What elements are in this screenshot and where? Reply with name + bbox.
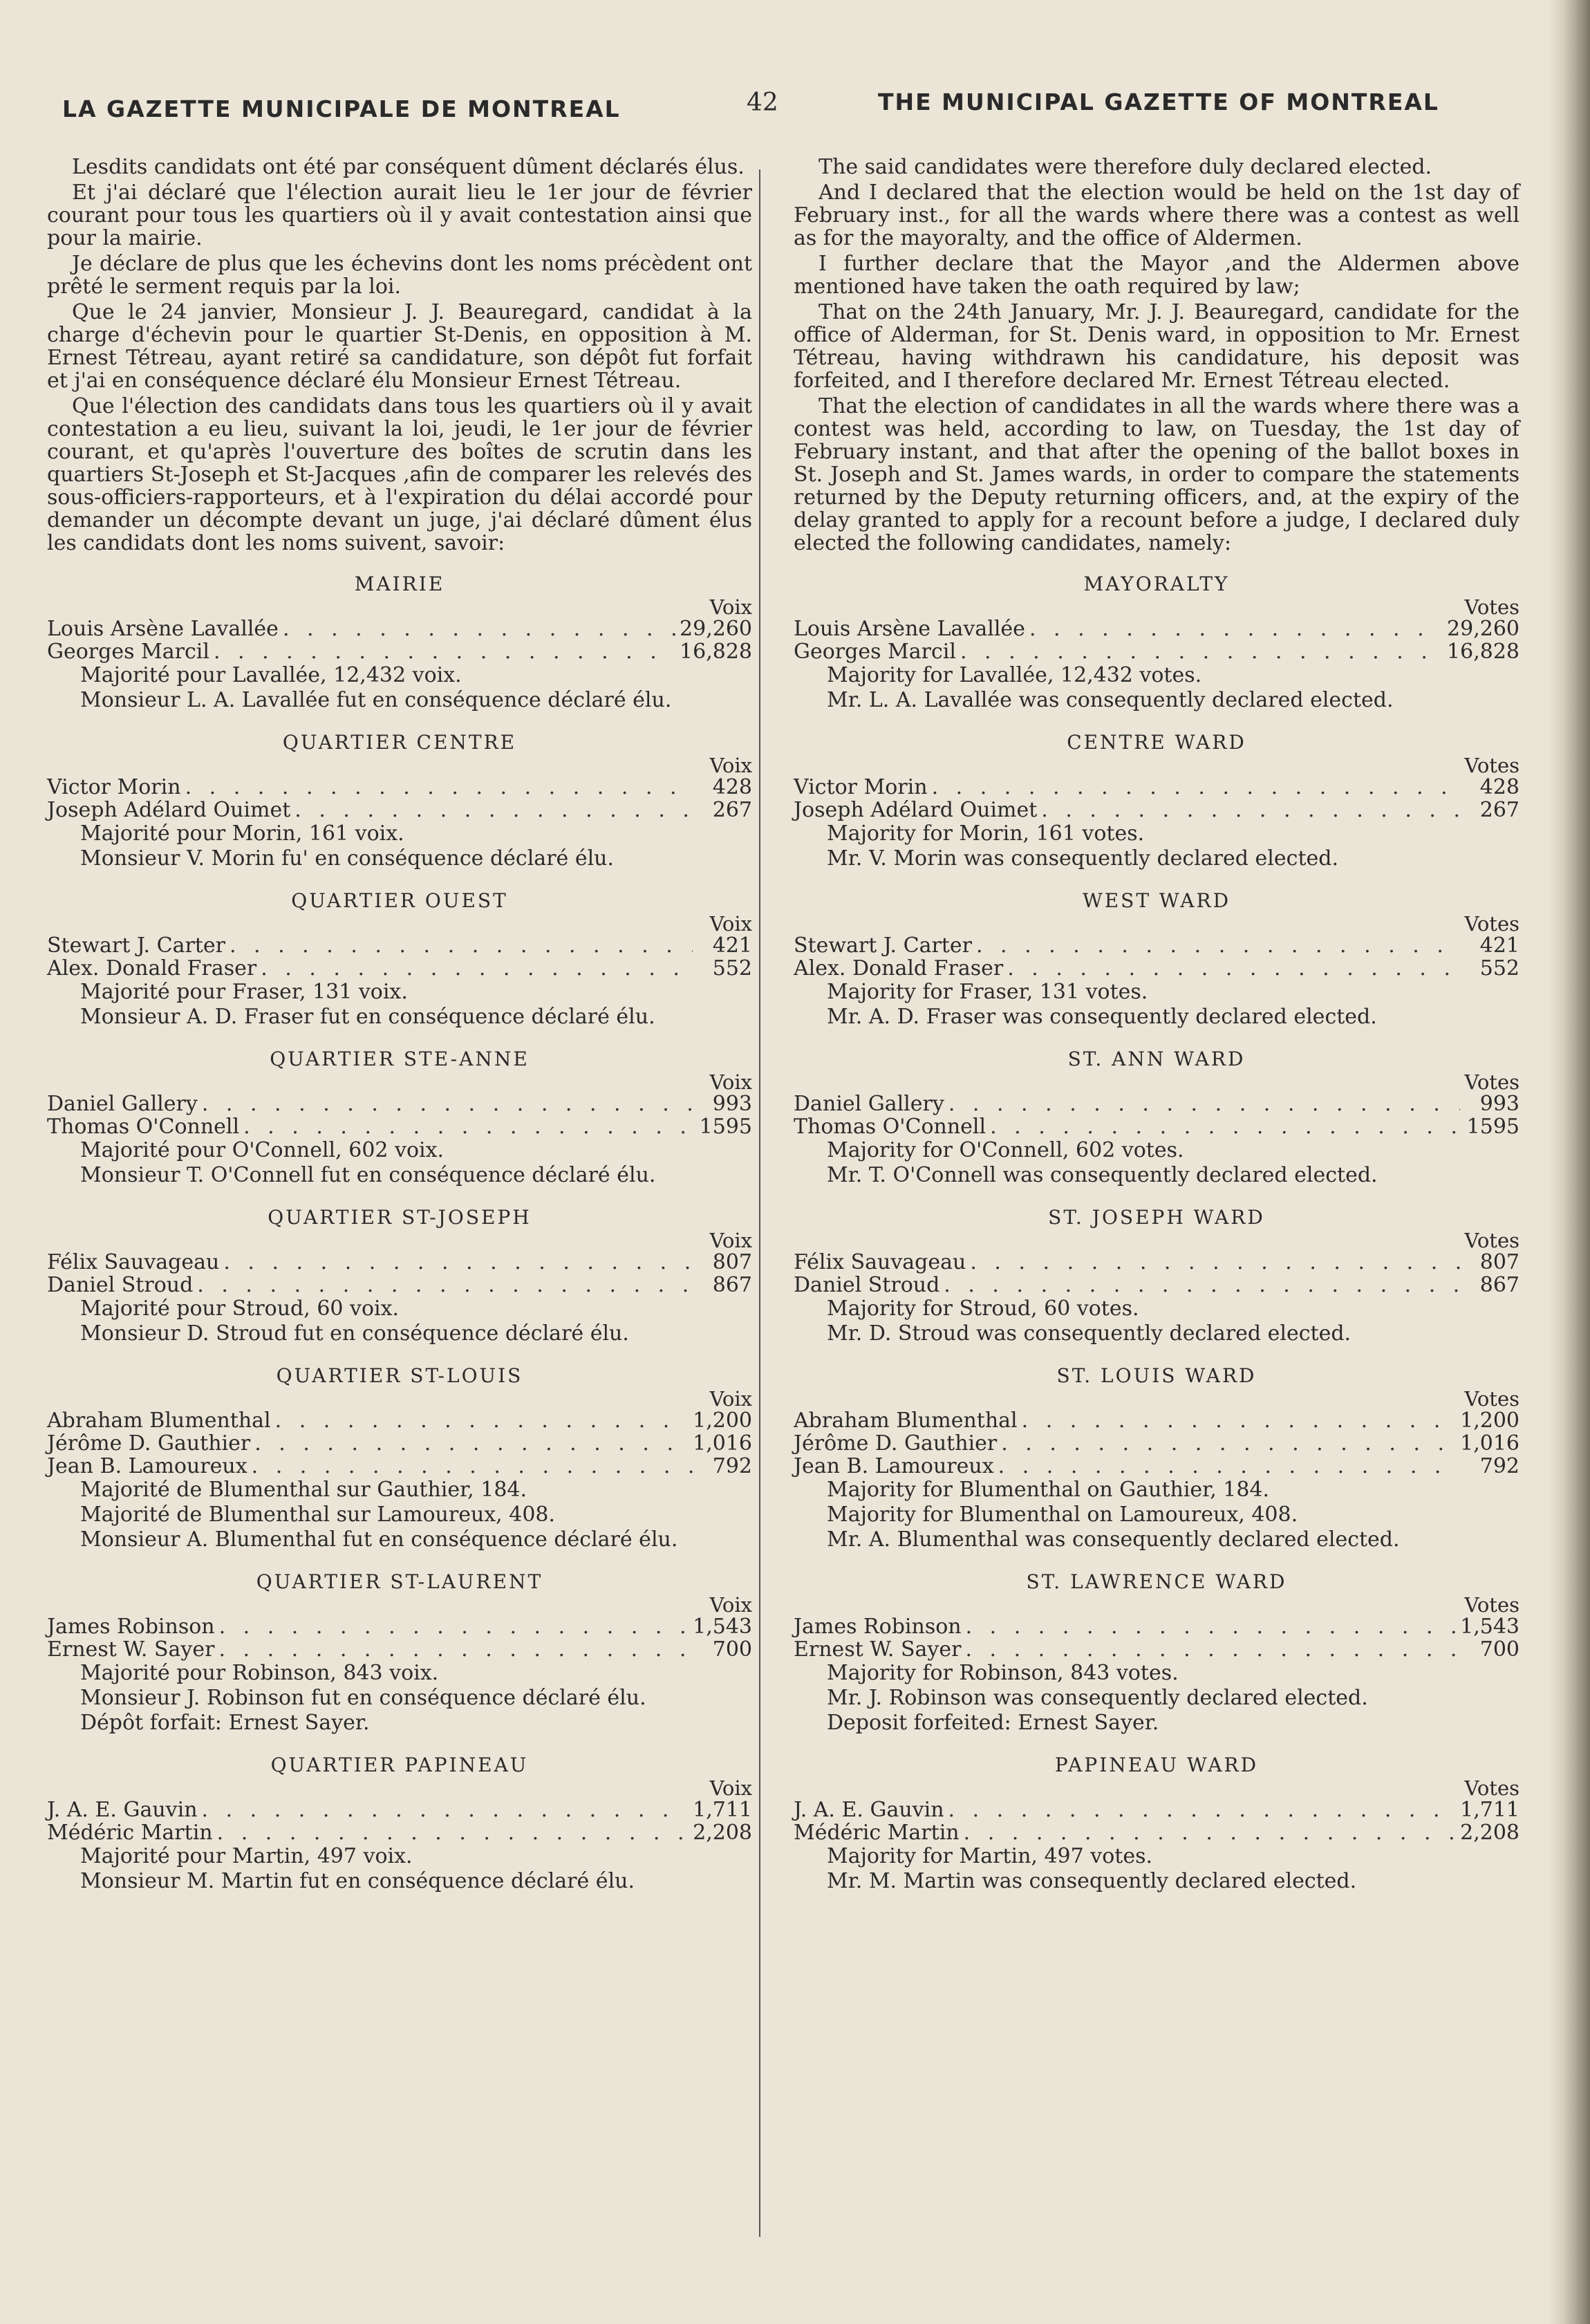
french-column [47,156,752,1894]
result-note: Majorité pour Fraser, 131 voix. [80,980,408,1004]
candidate-row [47,1821,752,1844]
election-section [47,1048,752,1188]
dot-leader [965,1638,1460,1661]
dot-leader [990,1115,1460,1138]
candidate-name: Joseph Adélard Ouimet [47,798,291,822]
candidate-name: Abraham Blumenthal [47,1409,271,1433]
header-english-title: THE MUNICIPAL GAZETTE OF MONTREAL [878,89,1439,115]
candidate-votes: 700 [712,1637,752,1662]
header-french-title: LA GAZETTE MUNICIPALE DE MONTREAL [62,95,621,122]
result-note: Monsieur V. Morin fu' en conséquence déclaré élu. [80,846,615,871]
candidate-row [47,1798,752,1821]
candidate-votes: 552 [712,956,752,980]
candidate-row [47,1455,752,1478]
section-title: ST. LOUIS WARD [1056,1364,1257,1387]
candidate-name: Abraham Blumenthal [794,1409,1018,1433]
candidate-name: Thomas O'Connell [794,1115,986,1139]
candidate-name: Daniel Stroud [47,1273,194,1297]
candidate-name: Jean B. Lamoureux [47,1454,247,1478]
candidate-name: James Robinson [794,1615,962,1639]
dot-leader [1041,799,1460,821]
candidate-votes: 1,711 [693,1798,752,1822]
candidate-row [794,1638,1519,1661]
candidate-name: Joseph Adélard Ouimet [794,798,1038,822]
section-title: ST. LAWRENCE WARD [1026,1570,1287,1593]
intro-paragraph: Que le 24 janvier, Monsieur J. J. Beauregard, candidat à la charge d'échevin pour le quartier St-Denis, en opposition à M. Ernest Tétreau, ayant retiré sa candidature, son dépôt fut forfait et j'ai en conséquence déclaré élu Monsieur Ernest Tétreau. [47,300,752,393]
candidate-row [47,1409,752,1432]
votes-column-header: Voix [709,1776,752,1800]
candidate-row [47,799,752,821]
result-note: Majorité pour O'Connell, 602 voix. [80,1138,445,1162]
candidate-votes: 29,260 [1447,617,1519,641]
candidate-row [47,1615,752,1638]
candidate-votes: 1595 [1466,1115,1519,1139]
candidate-name: Stewart J. Carter [794,933,972,958]
result-note: Majorité pour Stroud, 60 voix. [80,1296,400,1321]
candidate-votes: 807 [1479,1250,1519,1274]
candidate-name: J. A. E. Gauvin [47,1798,198,1822]
section-title: QUARTIER OUEST [291,889,508,912]
votes-column-header: Voix [709,595,752,619]
result-note: Majority for Martin, 497 votes. [827,1844,1153,1868]
result-note: Majority for O'Connell, 602 votes. [827,1138,1184,1162]
candidate-votes: 428 [1479,775,1519,799]
candidate-name: James Robinson [47,1615,215,1639]
election-section [794,1754,1519,1894]
votes-column-header: Votes [1464,1229,1519,1252]
dot-leader [960,640,1443,663]
result-note: Majority for Robinson, 843 votes. [827,1661,1179,1685]
dot-leader [294,799,693,821]
result-note: Majorité pour Martin, 497 voix. [80,1844,413,1868]
dot-leader [948,1093,1460,1115]
section-title: QUARTIER ST-LAURENT [256,1570,543,1593]
intro-paragraph: And I declared that the election would be held on the 1st day of February inst., for all the wards where there was a contest as well as for the mayoralty, and the office of Aldermen. [794,180,1519,250]
candidate-votes: 807 [712,1250,752,1274]
election-section [794,1206,1519,1346]
election-section [47,1754,752,1894]
candidate-row [47,1093,752,1115]
dot-leader [948,1798,1457,1821]
votes-column-header: Votes [1464,1593,1519,1617]
candidate-row [794,957,1519,980]
candidate-name: Médéric Martin [47,1821,213,1845]
result-note: Monsieur T. O'Connell fut en conséquence déclaré élu. [80,1163,656,1187]
section-title: QUARTIER CENTRE [282,731,517,754]
candidate-votes: 792 [1479,1454,1519,1478]
section-title: QUARTIER ST-JOSEPH [268,1206,532,1229]
intro-paragraph: That the election of candidates in all the wards where there was a contest was held, according to law, on Tuesday, the 1st day of February instant, and that after the opening of the ballot boxes in St. Joseph and St. James wards, in order to compare the statements returned by the Deputy returning officers, and, at the expiry of the delay granted to apply for a recount before a judge, I declared duly elected the following candidates, namely: [794,394,1519,555]
result-note: Mr. J. Robinson was consequently declared elected. [827,1686,1368,1710]
candidate-row [47,1115,752,1138]
candidate-name: Stewart J. Carter [47,933,225,958]
candidate-votes: 29,260 [680,617,752,641]
result-note: Majorité pour Robinson, 843 voix. [80,1661,439,1685]
intro-paragraph: I further declare that the Mayor ,and the Aldermen above mentioned have taken the oath required by law; [794,252,1519,299]
dot-leader [976,934,1460,957]
candidate-name: Victor Morin [47,775,181,799]
dot-leader [964,1821,1456,1844]
candidate-row [794,1274,1519,1296]
candidate-name: Georges Marcil [47,640,209,664]
candidate-votes: 993 [1479,1092,1519,1116]
dot-leader [261,957,693,980]
result-note: Majority for Blumenthal on Gauthier, 184. [827,1478,1270,1502]
result-note: Majorité pour Lavallée, 12,432 voix. [80,663,462,687]
section-title: ST. JOSEPH WARD [1048,1206,1265,1229]
election-section [47,731,752,871]
candidate-name: Thomas O'Connell [47,1115,240,1139]
section-title: QUARTIER ST-LOUIS [276,1364,523,1387]
candidate-votes: 267 [1479,798,1519,822]
votes-column-header: Voix [709,754,752,777]
candidate-name: Daniel Stroud [794,1273,940,1297]
page-number: 42 [747,89,778,117]
candidate-row [47,934,752,957]
candidate-row [794,934,1519,957]
result-note: Majority for Stroud, 60 votes. [827,1296,1139,1321]
candidate-name: Jérôme D. Gauthier [47,1431,251,1456]
dot-leader [197,1274,693,1296]
votes-column-header: Votes [1464,754,1519,777]
candidate-row [794,1821,1519,1844]
candidate-votes: 1,016 [1460,1431,1519,1456]
dot-leader [1022,1409,1456,1432]
candidate-votes: 2,208 [1460,1821,1519,1845]
candidate-row [794,799,1519,821]
dot-leader [275,1409,689,1432]
result-note: Majorité pour Morin, 161 voix. [80,821,404,846]
result-note: Mr. V. Morin was consequently declared elected. [827,846,1338,871]
page-header [55,89,1472,130]
result-note: Mr. T. O'Connell was consequently declared elected. [827,1163,1378,1187]
candidate-row [47,1274,752,1296]
result-note: Monsieur J. Robinson fut en conséquence déclaré élu. [80,1686,646,1710]
result-note: Monsieur D. Stroud fut en conséquence déclaré élu. [80,1321,629,1346]
candidate-votes: 1,016 [693,1431,752,1456]
candidate-name: Alex. Donald Fraser [794,956,1004,980]
candidate-votes: 16,828 [680,640,752,664]
election-section [47,1206,752,1346]
dot-leader [217,1821,689,1844]
section-title: MAIRIE [354,573,445,595]
result-note: Monsieur A. D. Fraser fut en conséquence déclaré élu. [80,1005,655,1029]
candidate-votes: 792 [712,1454,752,1478]
section-title: ST. ANN WARD [1067,1048,1246,1070]
candidate-row [794,1115,1519,1138]
candidate-name: Félix Sauvageau [794,1250,966,1274]
column-divider [759,169,760,2237]
candidate-name: Alex. Donald Fraser [47,956,257,980]
dot-leader [185,776,693,799]
candidate-row [794,1615,1519,1638]
votes-column-header: Voix [709,1593,752,1617]
dot-leader [1029,617,1443,640]
candidate-row [794,1251,1519,1274]
votes-column-header: Votes [1464,1070,1519,1094]
candidate-row [47,776,752,799]
votes-column-header: Voix [709,1070,752,1094]
votes-column-header: Votes [1464,912,1519,936]
candidate-name: Louis Arsène Lavallée [47,617,279,641]
election-section [794,1364,1519,1552]
candidate-name: Jérôme D. Gauthier [794,1431,998,1456]
dot-leader [243,1115,693,1138]
section-title: WEST WARD [1082,889,1231,912]
candidate-votes: 867 [1479,1273,1519,1297]
candidate-votes: 1,200 [1460,1409,1519,1433]
votes-column-header: Voix [709,912,752,936]
dot-leader [254,1432,689,1455]
dot-leader [966,1615,1457,1638]
candidate-row [794,1432,1519,1455]
candidate-votes: 1,543 [693,1615,752,1639]
election-section [794,731,1519,871]
result-note: Majorité de Blumenthal sur Gauthier, 184. [80,1478,527,1502]
section-title: PAPINEAU WARD [1054,1754,1259,1776]
candidate-row [47,640,752,663]
candidate-name: Ernest W. Sayer [794,1637,962,1662]
dot-leader [223,1251,693,1274]
dot-leader [283,617,675,640]
candidate-votes: 1,200 [693,1409,752,1433]
dot-leader [214,640,675,663]
candidate-row [47,1432,752,1455]
english-column [794,156,1519,1894]
result-note: Dépôt forfait: Ernest Sayer. [80,1711,370,1735]
result-note: Majority for Lavallée, 12,432 votes. [827,663,1202,687]
intro-paragraph: Et j'ai déclaré que l'élection aurait lieu le 1er jour de février courant pour tous les quartiers où il y avait contestation ainsi que pour la mairie. [47,180,752,250]
candidate-votes: 2,208 [693,1821,752,1845]
candidate-row [794,617,1519,640]
candidate-votes: 421 [1479,933,1519,958]
election-section [794,1570,1519,1736]
candidate-row [794,1093,1519,1115]
candidate-votes: 16,828 [1447,640,1519,664]
election-section [47,1570,752,1736]
votes-column-header: Voix [709,1387,752,1411]
election-section [794,1048,1519,1188]
result-note: Mr. A. Blumenthal was consequently declared elected. [827,1527,1400,1552]
intro-paragraph: Lesdits candidats ont été par conséquent dûment déclarés élus. [72,155,745,179]
dot-leader [219,1615,689,1638]
candidate-name: Daniel Gallery [47,1092,198,1116]
candidate-name: Jean B. Lamoureux [794,1454,994,1478]
dot-leader [230,934,693,957]
section-title: MAYORALTY [1083,573,1230,595]
candidate-name: Félix Sauvageau [47,1250,220,1274]
election-section [47,573,752,713]
result-note: Mr. D. Stroud was consequently declared elected. [827,1321,1352,1346]
candidate-row [47,1638,752,1661]
candidate-votes: 867 [712,1273,752,1297]
election-section [794,889,1519,1030]
dot-leader [252,1455,693,1478]
result-note: Mr. L. A. Lavallée was consequently declared elected. [827,688,1394,712]
candidate-row [794,1409,1519,1432]
candidate-name: Daniel Gallery [794,1092,944,1116]
candidate-row [47,617,752,640]
candidate-votes: 993 [712,1092,752,1116]
candidate-name: Georges Marcil [794,640,956,664]
dot-leader [970,1251,1460,1274]
candidate-name: Victor Morin [794,775,928,799]
candidate-row [794,776,1519,799]
section-title: CENTRE WARD [1067,731,1246,754]
result-note: Mr. A. D. Fraser was consequently declared elected. [827,1005,1377,1029]
votes-column-header: Voix [709,1229,752,1252]
candidate-row [47,1251,752,1274]
result-note: Mr. M. Martin was consequently declared elected. [827,1869,1357,1893]
section-title: QUARTIER STE-ANNE [270,1048,530,1070]
intro-paragraph: Je déclare de plus que les échevins dont les noms précèdent ont prêté le serment requis par la loi. [47,252,752,299]
dot-leader [944,1274,1460,1296]
result-note: Deposit forfeited: Ernest Sayer. [827,1711,1159,1735]
dot-leader [1001,1432,1456,1455]
result-note: Monsieur L. A. Lavallée fut en conséquence déclaré élu. [80,688,672,712]
result-note: Majority for Fraser, 131 votes. [827,980,1148,1004]
candidate-votes: 421 [712,933,752,958]
candidate-votes: 1595 [699,1115,752,1139]
result-note: Majority for Morin, 161 votes. [827,821,1145,846]
votes-column-header: Votes [1464,1387,1519,1411]
candidate-votes: 428 [712,775,752,799]
result-note: Majority for Blumenthal on Lamoureux, 408. [827,1503,1298,1527]
election-section [794,573,1519,713]
candidate-row [47,957,752,980]
dot-leader [1007,957,1460,980]
result-note: Monsieur A. Blumenthal fut en conséquence déclaré élu. [80,1527,678,1552]
candidate-row [794,1455,1519,1478]
dot-leader [998,1455,1460,1478]
candidate-row [794,1798,1519,1821]
candidate-votes: 1,543 [1460,1615,1519,1639]
dot-leader [218,1638,693,1661]
candidate-name: Louis Arsène Lavallée [794,617,1025,641]
result-note: Majorité de Blumenthal sur Lamoureux, 408. [80,1503,556,1527]
votes-column-header: Votes [1464,595,1519,619]
page-edge-shadow [1549,0,1590,2324]
candidate-votes: 700 [1479,1637,1519,1662]
candidate-name: Médéric Martin [794,1821,960,1845]
candidate-votes: 552 [1479,956,1519,980]
result-note: Monsieur M. Martin fut en conséquence déclaré élu. [80,1869,635,1893]
election-section [47,889,752,1030]
section-title: QUARTIER PAPINEAU [270,1754,529,1776]
candidate-row [794,640,1519,663]
votes-column-header: Votes [1464,1776,1519,1800]
candidate-name: J. A. E. Gauvin [794,1798,944,1822]
candidate-votes: 267 [712,798,752,822]
intro-paragraph: That on the 24th January, Mr. J. J. Beauregard, candidate for the office of Alderman, for St. Denis ward, in opposition to Mr. Ernest Tétreau, having withdrawn his candidature, his deposit was forfeited, and I therefore declared Mr. Ernest Tétreau elected. [794,300,1519,393]
candidate-name: Ernest W. Sayer [47,1637,215,1662]
intro-paragraph: The said candidates were therefore duly declared elected. [819,155,1432,179]
dot-leader [202,1093,693,1115]
election-section [47,1364,752,1552]
dot-leader [932,776,1460,799]
dot-leader [202,1798,689,1821]
candidate-votes: 1,711 [1460,1798,1519,1822]
intro-paragraph: Que l'élection des candidats dans tous les quartiers où il y avait contestation a eu lieu, suivant la loi, jeudi, le 1er jour de février courant, et qu'après l'ouverture des boîtes de scrutin dans les quartiers St-Joseph et St-Jacques ,afin de comparer les relevés des sous-officiers-rapporteurs, et à l'expiration du délai accordé pour demander un décompte devant un juge, j'ai déclaré dûment élus les candidats dont les noms suivent, savoir: [47,394,752,555]
